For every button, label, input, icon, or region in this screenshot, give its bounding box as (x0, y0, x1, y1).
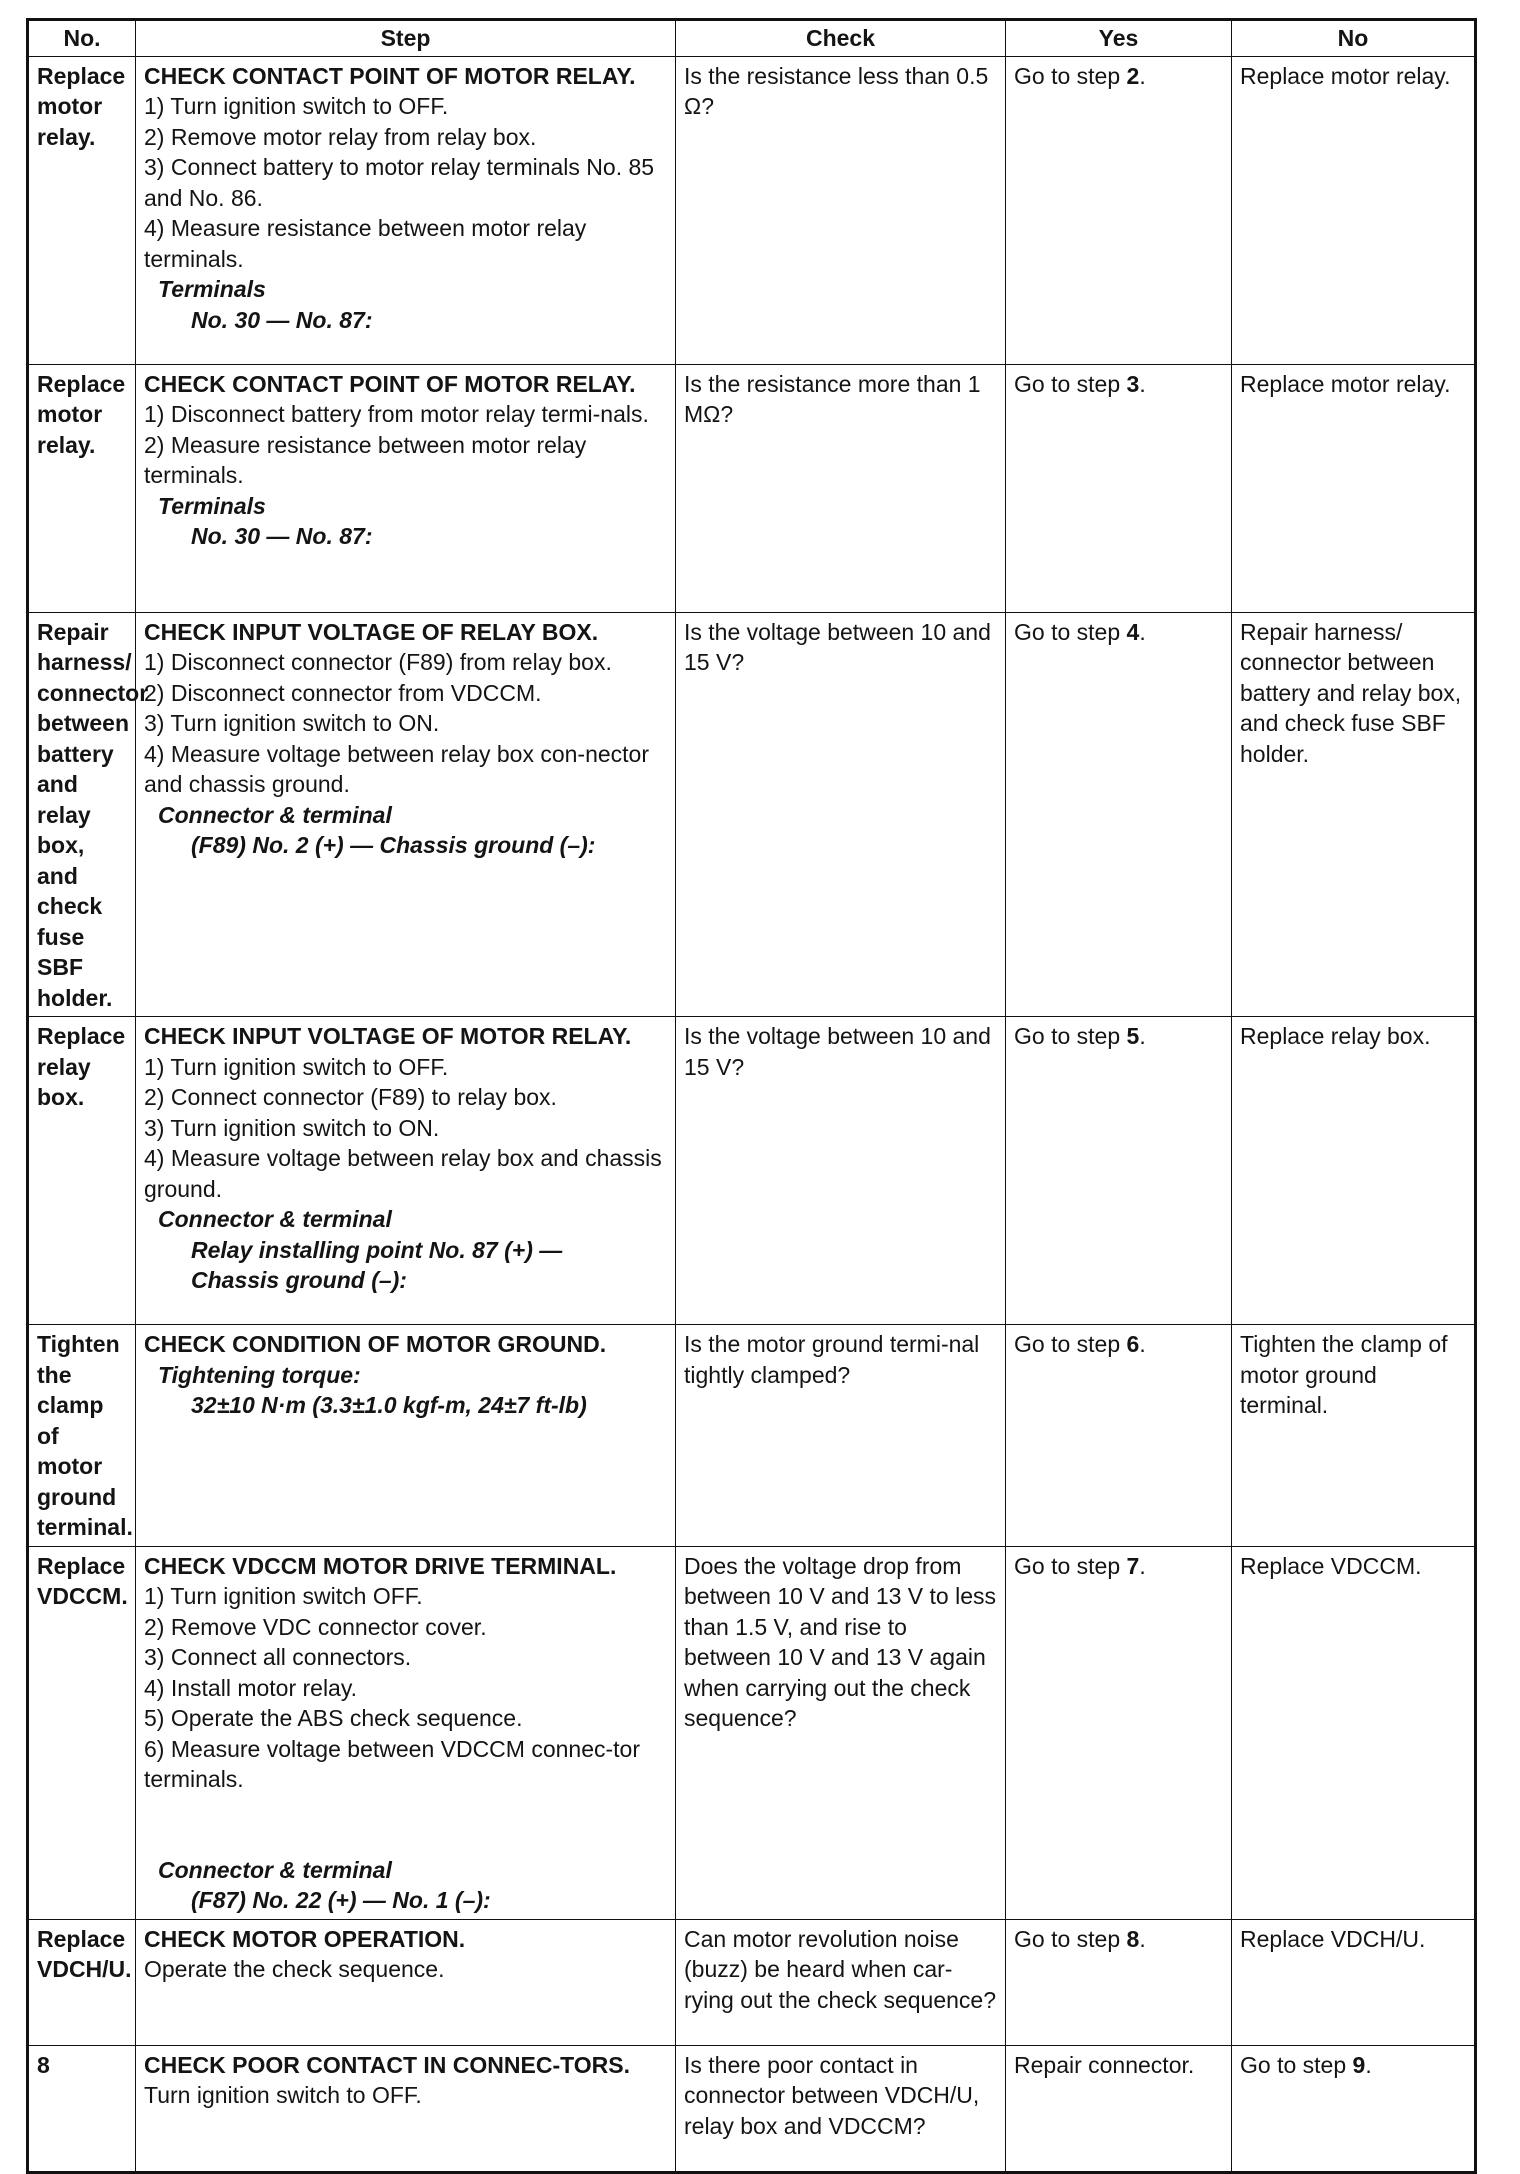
no-cell: Replace VDCCM. (1232, 1546, 1476, 1919)
step-line: 2) Remove VDC connector cover. (144, 1613, 487, 1640)
spec-label: Terminals (158, 276, 266, 302)
yes-cell: Go to step 2. (1006, 56, 1232, 364)
step-title: CHECK CONTACT POINT OF MOTOR RELAY. (144, 370, 636, 397)
check-cell: Is the motor ground termi-nal tightly clamped? (676, 1325, 1006, 1547)
step-line: 1) Turn ignition switch OFF. (144, 1583, 423, 1609)
spec-value: No. 30 — No. 87: (191, 306, 373, 333)
table-row (28, 1546, 1476, 1919)
step-cell (136, 364, 676, 612)
check-cell: Is there poor contact in connector between VDCH/U, relay box and VDCCM? (676, 2045, 1006, 2172)
step-number: Replace relay box. (28, 1017, 136, 1325)
step-line: 5) Operate the ABS check sequence. (144, 1705, 523, 1731)
step-title: CHECK INPUT VOLTAGE OF MOTOR RELAY. (144, 1023, 632, 1049)
header-no-result: No (1232, 20, 1476, 57)
check-cell: Does the voltage drop from between 10 V and 13 V to less than 1.5 V, and rise to between 10 V and 13 V again when carrying out the check sequence? (676, 1546, 1006, 1919)
yes-cell: Go to step 6. (1006, 1325, 1232, 1547)
yes-cell: Go to step 8. (1006, 1919, 1232, 2045)
yes-cell: Go to step 3. (1006, 364, 1232, 612)
table-header-row (28, 20, 1476, 57)
check-cell: Is the resistance more than 1 MΩ? (676, 364, 1006, 612)
step-cell (136, 612, 676, 1017)
step-cell (136, 1546, 676, 1919)
table-row (28, 612, 1476, 1017)
check-cell: Can motor revolution noise (buzz) be heard when car-rying out the check sequence? (676, 1919, 1006, 2045)
step-line: 3) Turn ignition switch to ON. (144, 1114, 440, 1141)
check-cell: Is the voltage between 10 and 15 V? (676, 1017, 1006, 1325)
step-cell (136, 1325, 676, 1547)
step-title: CHECK MOTOR OPERATION. (144, 1925, 466, 1952)
yes-cell: Go to step 7. (1006, 1546, 1232, 1919)
spec-label: Connector & terminal (158, 1206, 392, 1232)
spec-value: (F87) No. 22 (+) — No. 1 (–): (191, 1887, 491, 1913)
step-line: 1) Turn ignition switch to OFF. (144, 1053, 449, 1080)
step-number: Repair harness/ connector between battery and relay box, and check fuse SBF holder. (28, 612, 136, 1017)
spec-value: 32±10 N·m (3.3±1.0 kgf-m, 24±7 ft-lb) (191, 1392, 587, 1418)
spec-label: Terminals (158, 492, 266, 519)
step-line: 4) Install motor relay. (144, 1674, 358, 1701)
spec-value: No. 30 — No. 87: (191, 523, 373, 549)
diagnostic-table (26, 18, 1477, 2174)
step-line: 3) Connect all connectors. (144, 1644, 412, 1670)
yes-cell: Go to step 5. (1006, 1017, 1232, 1325)
step-line: 4) Measure resistance between motor relay terminals. (144, 215, 587, 272)
yes-cell: Go to step 4. (1006, 612, 1232, 1017)
step-number: Replace VDCH/U. (28, 1919, 136, 2045)
step-number: Replace motor relay. (28, 56, 136, 364)
spec-value: (F89) No. 2 (+) — Chassis ground (–): (191, 832, 596, 858)
check-cell: Is the voltage between 10 and 15 V? (676, 612, 1006, 1017)
step-cell (136, 1919, 676, 2045)
yes-cell: Repair connector. (1006, 2045, 1232, 2172)
spec-label: Connector & terminal (158, 801, 392, 828)
spacer (144, 1795, 667, 1855)
table-row (28, 364, 1476, 612)
table-row (28, 1919, 1476, 2045)
step-line: 1) Disconnect connector (F89) from relay box. (144, 649, 612, 675)
step-line: 1) Turn ignition switch to OFF. (144, 93, 449, 119)
step-title: CHECK INPUT VOLTAGE OF RELAY BOX. (144, 618, 599, 645)
step-line: 2) Remove motor relay from relay box. (144, 123, 537, 150)
step-line: 1) Disconnect battery from motor relay termi-nals. (144, 401, 649, 427)
step-title: CHECK VDCCM MOTOR DRIVE TERMINAL. (144, 1552, 617, 1579)
step-title: CHECK CONDITION OF MOTOR GROUND. (144, 1331, 607, 1357)
step-number: Replace VDCCM. (28, 1546, 136, 1919)
no-cell: Replace VDCH/U. (1232, 1919, 1476, 2045)
step-number: Tighten the clamp of motor ground terminal. (28, 1325, 136, 1547)
header-no: No. (28, 20, 136, 57)
no-cell: Replace motor relay. (1232, 364, 1476, 612)
check-cell: Is the resistance less than 0.5 Ω? (676, 56, 1006, 364)
step-number: 8 (28, 2045, 136, 2172)
no-cell: Replace motor relay. (1232, 56, 1476, 364)
step-cell (136, 1017, 676, 1325)
no-cell: Tighten the clamp of motor ground terminal. (1232, 1325, 1476, 1547)
step-line: Operate the check sequence. (144, 1956, 445, 1982)
spec-label: Connector & terminal (158, 1856, 392, 1883)
header-step: Step (136, 20, 676, 57)
no-cell: Repair harness/ connector between battery and relay box, and check fuse SBF holder. (1232, 612, 1476, 1017)
step-line: 3) Connect battery to motor relay terminals No. 85 and No. 86. (144, 154, 655, 211)
step-line: 6) Measure voltage between VDCCM connec-tor terminals. (144, 1735, 641, 1792)
step-cell (136, 56, 676, 364)
step-line: 4) Measure voltage between relay box con-nector and chassis ground. (144, 740, 650, 797)
spec-value: Relay installing point No. 87 (+) — (191, 1236, 563, 1263)
table-row (28, 1325, 1476, 1547)
step-line: 2) Measure resistance between motor relay terminals. (144, 431, 587, 488)
table-row (28, 1017, 1476, 1325)
no-cell: Go to step 9. (1232, 2045, 1476, 2172)
table-row (28, 56, 1476, 364)
step-title: CHECK POOR CONTACT IN CONNEC-TORS. (144, 2051, 630, 2078)
step-line: 4) Measure voltage between relay box and chassis ground. (144, 1145, 662, 1202)
spec-label: Tightening torque: (158, 1361, 361, 1388)
header-yes: Yes (1006, 20, 1232, 57)
header-check: Check (676, 20, 1006, 57)
step-title: CHECK CONTACT POINT OF MOTOR RELAY. (144, 62, 636, 89)
step-cell (136, 2045, 676, 2172)
diagnostic-table-page (26, 18, 1474, 2174)
spec-value: Chassis ground (–): (191, 1267, 407, 1293)
step-line: Turn ignition switch to OFF. (144, 2082, 422, 2108)
step-line: 3) Turn ignition switch to ON. (144, 710, 440, 736)
step-line: 2) Connect connector (F89) to relay box. (144, 1084, 557, 1110)
no-cell: Replace relay box. (1232, 1017, 1476, 1325)
step-line: 2) Disconnect connector from VDCCM. (144, 679, 542, 706)
step-number: Replace motor relay. (28, 364, 136, 612)
table-row (28, 2045, 1476, 2172)
